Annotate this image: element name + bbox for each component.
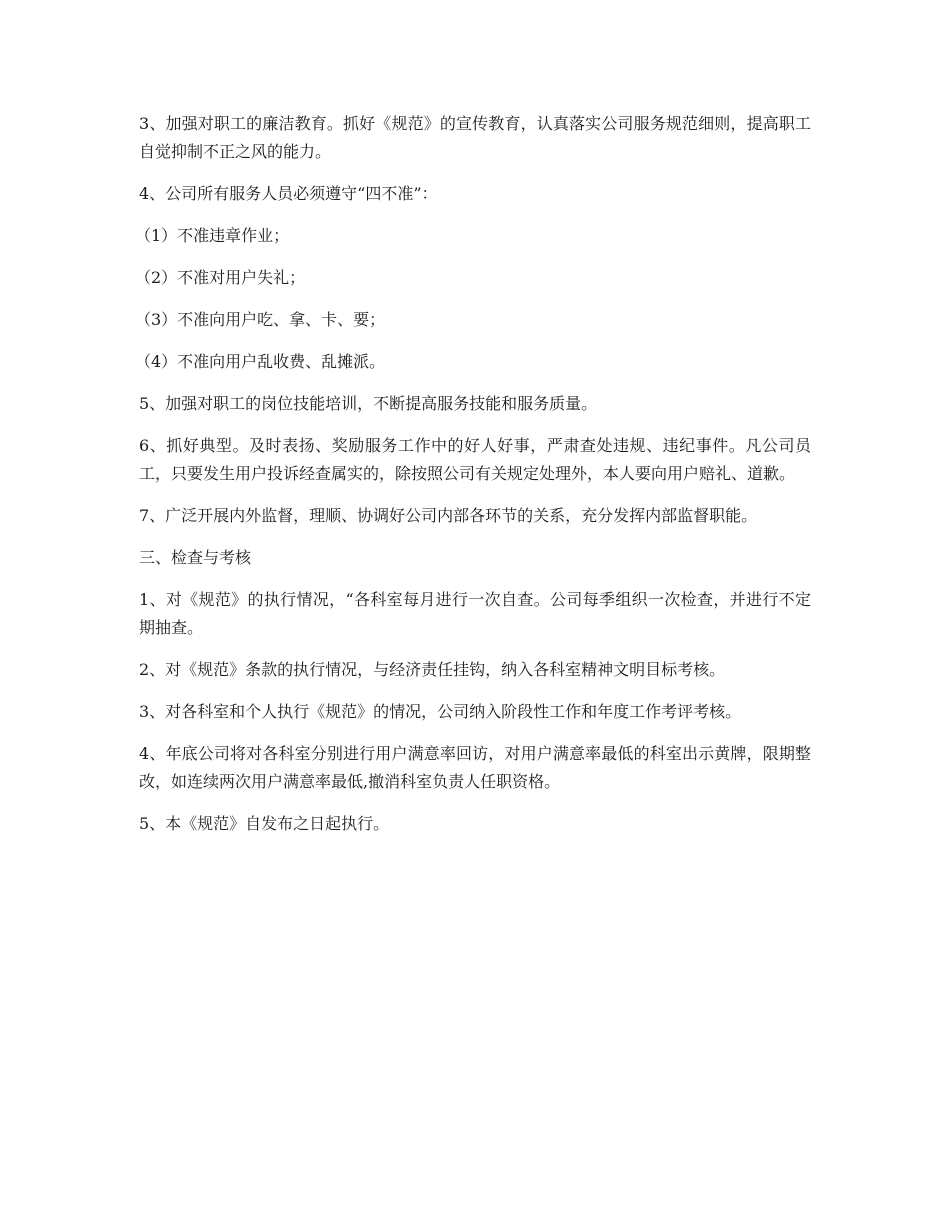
paragraph-four-prohibitions: 4、公司所有服务人员必须遵守“四不准”： xyxy=(139,184,438,203)
paragraph-role-models: 6、抓好典型。及时表扬、奖励服务工作中的好人好事，严肃查处违规、违纪事件。凡公司员工，只要发生用户投诉经查属实的，除按照公司有关规定处理外，本人要向用户赔礼、道歉。 xyxy=(139,436,811,483)
document-body xyxy=(135,110,811,852)
list-item-prohibition-2: （2）不准对用户失礼； xyxy=(135,268,306,287)
list-item-prohibition-3: （3）不准向用户吃、拿、卡、要； xyxy=(135,310,386,329)
list-item-prohibition-1: （1）不准违章作业； xyxy=(135,226,290,245)
section-heading-inspection: 三、检查与考核 xyxy=(139,548,252,567)
list-item-prohibition-4: （4）不准向用户乱收费、乱摊派。 xyxy=(135,352,386,371)
paragraph-annual-evaluation: 3、对各科室和个人执行《规范》的情况，公司纳入阶段性工作和年度工作考评考核。 xyxy=(139,702,742,721)
paragraph-satisfaction-survey: 4、年底公司将对各科室分别进行用户满意率回访，对用户满意率最低的科室出示黄牌，限期整改，如连续两次用户满意率最低,撤消科室负责人任职资格。 xyxy=(139,744,811,791)
paragraph-self-inspection: 1、对《规范》的执行情况，“各科室每月进行一次自查。公司每季组织一次检查，并进行不定期抽查。 xyxy=(139,590,811,637)
paragraph-economic-responsibility: 2、对《规范》条款的执行情况，与经济责任挂钩，纳入各科室精神文明目标考核。 xyxy=(139,660,726,679)
paragraph-supervision: 7、广泛开展内外监督，理顺、协调好公司内部各环节的关系，充分发挥内部监督职能。 xyxy=(139,506,758,525)
paragraph-skills-training: 5、加强对职工的岗位技能培训，不断提高服务技能和服务质量。 xyxy=(139,394,598,413)
paragraph-integrity-education: 3、加强对职工的廉洁教育。抓好《规范》的宣传教育，认真落实公司服务规范细则，提高职工自觉抑制不正之风的能力。 xyxy=(139,114,811,161)
paragraph-effective-date: 5、本《规范》自发布之日起执行。 xyxy=(139,814,390,833)
